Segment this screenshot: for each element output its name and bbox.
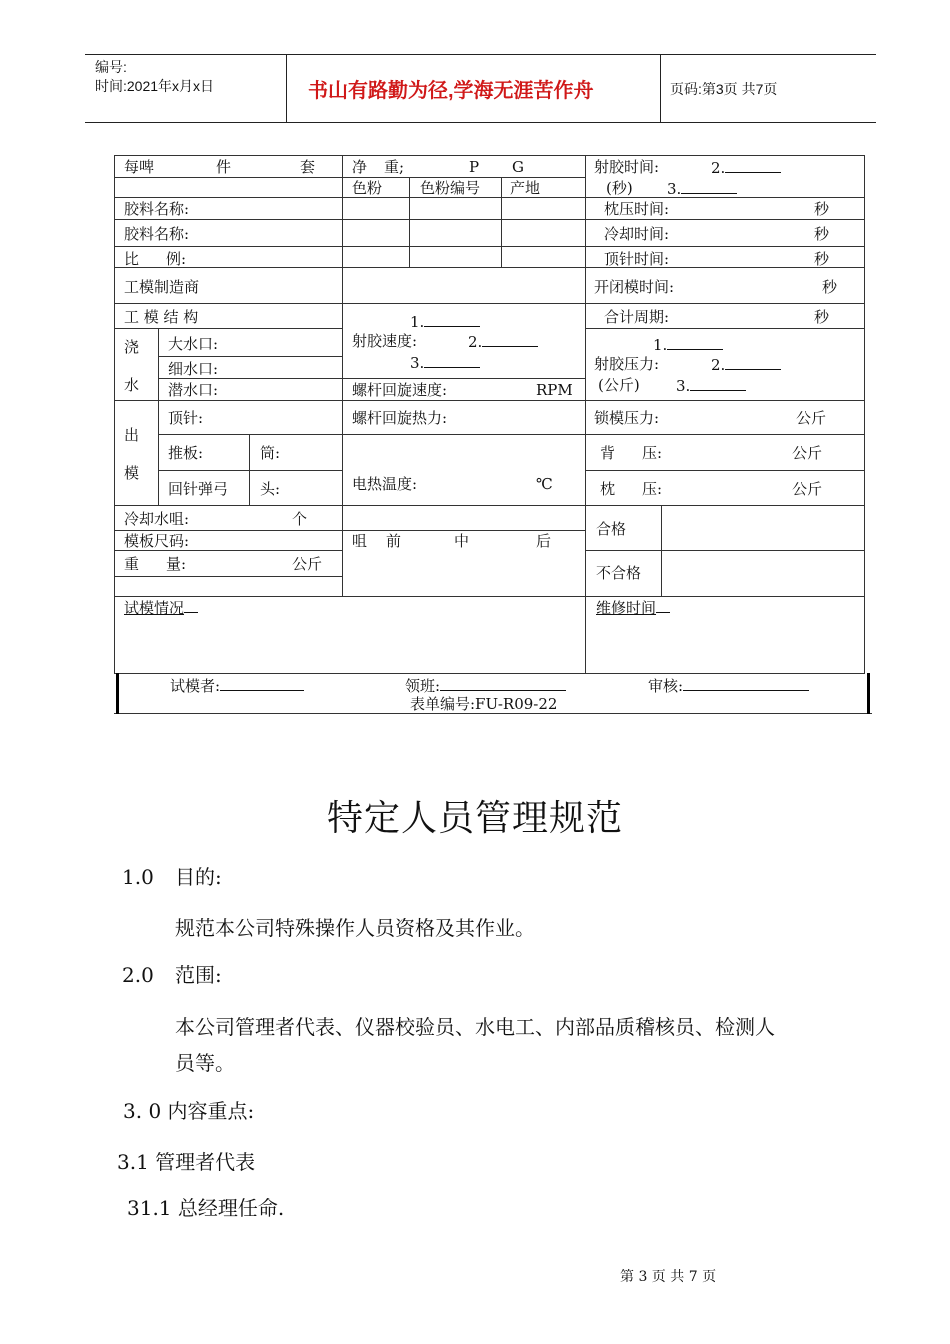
form-text: 枕 — [600, 480, 616, 498]
form-text: 产地 — [510, 179, 541, 197]
section-heading: 目的: — [175, 865, 222, 889]
form-text: ℃ — [536, 475, 553, 493]
form-text: P — [469, 158, 480, 176]
form-text: 重; — [384, 158, 405, 176]
form-text: 比 — [124, 250, 140, 268]
section-number: 2.0 — [122, 963, 154, 987]
form-text: 3. — [667, 179, 737, 198]
form-text: 电热温度: — [352, 475, 418, 493]
form-text: 公斤 — [796, 409, 827, 427]
form-text: 胶料名称: — [124, 225, 190, 243]
form-text: 试模情况 — [124, 598, 198, 617]
form-text: 2. — [468, 332, 538, 351]
section-body: 本公司管理者代表、仪器校验员、水电工、内部品质稽核员、检测人 — [175, 1015, 775, 1039]
form-text: 色粉编号 — [420, 179, 481, 197]
header-motto: 书山有路勤为径,学海无涯苦作舟 — [308, 80, 594, 102]
form-text: 3. — [410, 353, 480, 372]
form-text: 合计周期: — [604, 308, 670, 326]
form-text: 回针弹弓 — [168, 480, 229, 498]
form-text: 出 — [124, 426, 140, 444]
form-text: 射胶速度: — [352, 332, 418, 350]
form-text: 螺杆回旋热力: — [352, 409, 448, 427]
form-text: 3. — [676, 376, 746, 395]
form-text: 压: — [642, 480, 663, 498]
form-text: 浇 — [124, 338, 140, 356]
form-text: 推板: — [168, 444, 204, 462]
header-divider-1 — [286, 54, 287, 123]
form-text: 2. — [711, 158, 781, 177]
page-title: 特定人员管理规范 — [326, 798, 623, 839]
header-date-label: 时间:2021年x月x日 — [95, 78, 215, 94]
form-text: 冷却时间: — [604, 225, 670, 243]
header-divider-2 — [660, 54, 661, 123]
form-text: 个 — [292, 510, 308, 528]
form-text: 不合格 — [596, 564, 642, 582]
form-text: G — [512, 158, 524, 176]
form-text: 套 — [300, 158, 316, 176]
form-text: 模板尺码: — [124, 532, 190, 550]
header-top-rule — [85, 54, 876, 55]
form-text: RPM — [536, 381, 573, 399]
form-text: 头: — [260, 480, 281, 498]
form-code: 表单编号:FU-R09-22 — [410, 695, 558, 713]
form-text: 量: — [166, 555, 187, 573]
form-text: 大水口: — [168, 335, 219, 353]
subsection-item: 31.1 总经理任命. — [127, 1196, 285, 1220]
form-text: 1. — [653, 335, 723, 354]
form-text: 每啤 — [124, 158, 155, 176]
form-text: 秒 — [822, 278, 838, 296]
form-text: 件 — [216, 158, 232, 176]
form-text: 射胶压力: — [594, 355, 660, 373]
form-text: (公斤) — [598, 376, 640, 394]
form-text: 细水口: — [168, 360, 219, 378]
form-text: 公斤 — [292, 555, 323, 573]
form-text: 锁模压力: — [594, 409, 660, 427]
signature-leader: 领班: — [405, 676, 566, 695]
form-text: 中 — [454, 532, 470, 550]
form-text: 咀 — [352, 532, 368, 550]
form-text: 重 — [124, 555, 140, 573]
footer-page-number: 第 3 页 共 7 页 — [620, 1269, 717, 1285]
section-body: 员等。 — [175, 1051, 235, 1075]
form-text: 合格 — [596, 520, 627, 538]
form-text: 工模制造商 — [124, 278, 200, 296]
form-text: 秒 — [814, 200, 830, 218]
form-text: 维修时间 — [596, 598, 670, 617]
form-text: 秒 — [814, 225, 830, 243]
subsection-heading: 3.1 管理者代表 — [117, 1150, 256, 1174]
form-text: 秒 — [814, 250, 830, 268]
form-text: 枕压时间: — [604, 200, 670, 218]
form-text: 开闭模时间: — [594, 278, 675, 296]
form-text: (秒) — [606, 179, 633, 197]
form-text: 筒: — [260, 444, 281, 462]
form-text: 秒 — [814, 308, 830, 326]
form-text: 色粉 — [352, 179, 383, 197]
form-text: 前 — [386, 532, 402, 550]
form-text: 工 模 结 构 — [124, 308, 199, 326]
form-text: 例: — [166, 250, 187, 268]
signature-tester: 试模者: — [170, 676, 304, 695]
form-text: 公斤 — [792, 480, 823, 498]
form-text: 胶料名称: — [124, 200, 190, 218]
form-text: 净 — [352, 158, 368, 176]
form-text: 螺杆回旋速度: — [352, 381, 448, 399]
section-body: 规范本公司特殊操作人员资格及其作业。 — [175, 916, 535, 940]
section-number: 1.0 — [122, 865, 154, 889]
header-bottom-rule — [85, 122, 876, 123]
form-text: 射胶时间: — [594, 158, 660, 176]
form-text: 公斤 — [792, 444, 823, 462]
form-text: 1. — [410, 312, 480, 331]
form-text: 压: — [642, 444, 663, 462]
form-text: 模 — [124, 464, 140, 482]
form-text: 顶针时间: — [604, 250, 670, 268]
form-text: 水 — [124, 376, 140, 394]
form-text: 2. — [711, 355, 781, 374]
header-page-label: 页码:第3页 共7页 — [670, 81, 778, 97]
form-text: 顶针: — [168, 409, 204, 427]
form-text: 潜水口: — [168, 381, 219, 399]
form-text: 背 — [600, 444, 616, 462]
section-heading: 3. 0 内容重点: — [123, 1099, 255, 1123]
section-heading: 范围: — [175, 963, 222, 987]
header-code-label: 编号: — [95, 59, 127, 75]
form-text: 冷却水咀: — [124, 510, 190, 528]
form-text: 后 — [536, 532, 552, 550]
signature-reviewer: 审核: — [648, 676, 809, 695]
